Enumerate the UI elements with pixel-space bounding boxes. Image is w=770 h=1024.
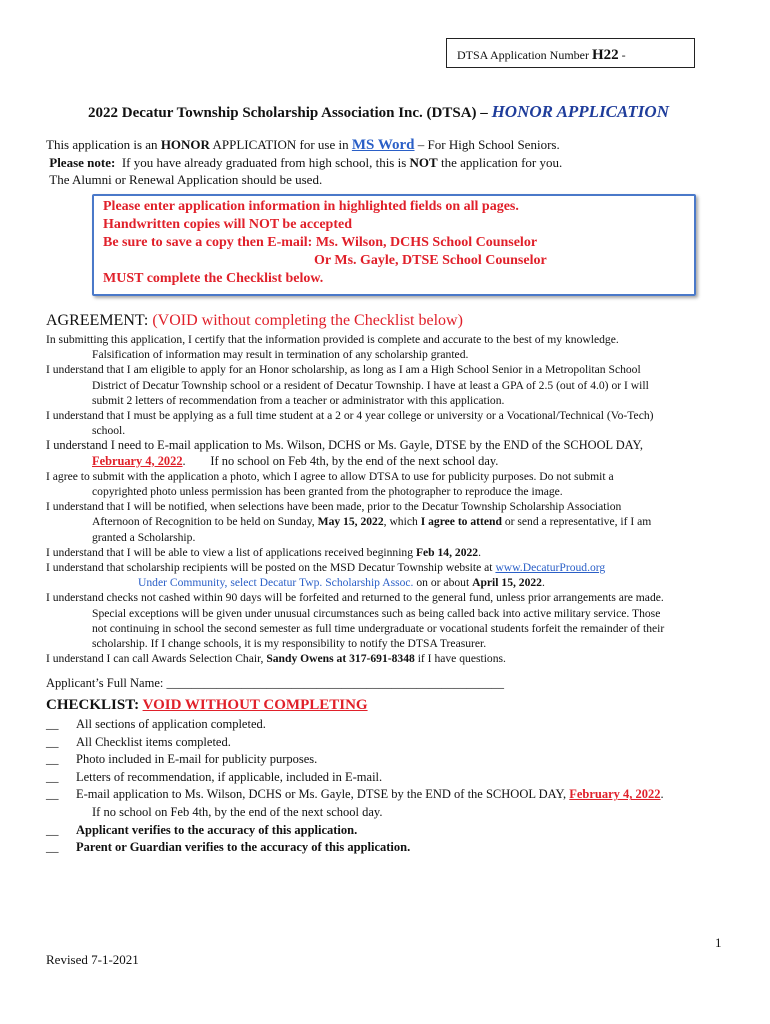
community-path-text: Under Community, select Decatur Twp. Scholarship Assoc.: [138, 576, 414, 590]
checklist-item-text: Parent or Guardian verifies to the accuracy of this application.: [76, 840, 411, 855]
notice-line: Be sure to save a copy then E-mail: Ms. Wilson, DCHS School Counselor: [103, 235, 538, 250]
checklist-item: [46, 822, 746, 840]
agreement-line: school.: [92, 424, 126, 438]
instruction-notice-box: [92, 194, 696, 296]
page-number: 1: [715, 935, 722, 950]
list-view-date: Feb 14, 2022: [415, 545, 479, 559]
intro-text-part: The Alumni or Renewal Application should be used.: [49, 172, 323, 187]
agreement-line: Special exceptions will be given under unusual circumstances such as being called back into active military service. Those: [92, 606, 661, 620]
agreement-text-part: I understand that scholarship recipients will be posted on the MSD Decatur Township website at: [46, 561, 493, 575]
agreement-line: I understand checks not cashed within 90 days will be forfeited and returned to the general fund, unless prior arrangements are made.: [46, 591, 664, 605]
agreement-text-part: If no school on Feb 4th, by the end of the next school day.: [210, 453, 499, 468]
checklist-item-text: Letters of recommendation, if applicable, included in E-mail.: [76, 769, 383, 784]
agreement-line: Under Community, select Decatur Twp. Scholarship Assoc. on or about April 15, 2022.: [138, 576, 545, 590]
agreement-text-part: I understand that I will be able to view a list of applications received beginning: [46, 545, 414, 559]
agreement-void-note: (VOID without completing the Checklist below): [152, 312, 463, 329]
checklist-item: [46, 734, 746, 752]
title-honor: HONOR APPLICATION: [491, 102, 669, 121]
agreement-line: I understand that I am eligible to apply for an Honor scholarship, as long as I am a High School Senior in a Metropolitan School: [46, 363, 641, 377]
parent-verify-text: Parent or Guardian verifies to the accuracy of this application: [76, 840, 408, 855]
agreement-line: copyrighted photo unless permission has been granted from the photographer to reproduce the image.: [92, 485, 563, 499]
checklist-title: CHECKLIST:: [46, 697, 140, 713]
checklist-blank[interactable]: __: [46, 787, 59, 802]
checklist-item: [46, 751, 746, 769]
agreement-line: I understand that I must be applying as a full time student at a 2 or 4 year college or university or a Vocational/Technical (Vo-Tech): [46, 409, 654, 423]
agreement-terms: [46, 332, 746, 666]
decaturproud-link[interactable]: www.DecaturProud.org: [495, 561, 606, 575]
checklist-item: [46, 769, 746, 787]
agreement-line: not continuing in school the second semester as full time undergraduate or vocational students forfeit the remainder of their: [92, 621, 665, 635]
deadline-date: February 4, 2022: [92, 453, 183, 468]
checklist-item: [46, 716, 746, 734]
checklist-blank[interactable]: __: [46, 752, 59, 767]
checklist-blank[interactable]: __: [46, 734, 59, 749]
applicant-name-row: [46, 676, 504, 691]
agreement-text-part: I understand I can call Awards Selection Chair,: [46, 652, 264, 666]
intro-text-part: If you have already graduated from high school, this is: [121, 155, 407, 170]
posting-date: April 15, 2022: [472, 576, 542, 590]
agreement-line: I agree to submit with the application a photo, which I agree to allow DTSA to use for publicity purposes. Do not submit a: [46, 469, 614, 483]
agreement-line: [46, 514, 746, 529]
applicant-name-label: Applicant’s Full Name:: [46, 676, 164, 690]
checklist-void-note: VOID WITHOUT COMPLETING: [142, 697, 368, 713]
application-number-label: DTSA Application Number: [457, 48, 589, 62]
agreement-text-part: or send a representative, if I am: [504, 515, 652, 529]
title-main: 2022 Decatur Township Scholarship Association Inc. (DTSA) –: [88, 105, 488, 121]
agreement-text-part: Afternoon of Recognition to be held on Sunday,: [92, 515, 315, 529]
agreement-line: I understand that I will be notified, when selections have been made, prior to the Decatur Township Scholarship Association: [46, 500, 622, 514]
checklist-blank[interactable]: __: [46, 717, 59, 731]
notice-line: MUST complete the Checklist below.: [103, 271, 324, 286]
not-bold: NOT: [409, 155, 438, 170]
checklist-item: [46, 839, 746, 857]
checklist-email-text: If no school on Feb 4th, by the end of the next school day.: [92, 804, 383, 819]
checklist-blank[interactable]: __: [46, 840, 59, 855]
agree-to-attend: I agree to attend: [420, 515, 502, 529]
checklist-blank[interactable]: __: [46, 769, 59, 784]
agreement-line: Falsification of information may result in termination of any scholarship granted.: [92, 348, 469, 362]
applicant-name-field[interactable]: ______________________________________________________: [166, 676, 504, 690]
agreement-heading: [46, 312, 463, 330]
please-note-label: Please note:: [49, 155, 116, 170]
checklist-item: [46, 786, 746, 821]
selection-chair-contact: Sandy Owens at 317-691-8348: [266, 652, 415, 666]
notice-line: Or Ms. Gayle, DTSE School Counselor: [314, 253, 547, 268]
intro-text-part: This application is an: [46, 137, 158, 152]
application-number-suffix: -: [621, 48, 626, 62]
agreement-text-part: if I have questions.: [417, 652, 506, 666]
agreement-text-part: , which: [383, 515, 418, 529]
intro-text-part: APPLICATION for use in: [212, 137, 349, 152]
checklist-item-text: Applicant verifies to the accuracy of this application.: [76, 822, 358, 837]
checklist-blank[interactable]: __: [46, 822, 59, 837]
agreement-line: scholarship. If I change schools, it is my responsibility to notify the DTSA Treasurer.: [92, 637, 487, 651]
checklist-item-text: E-mail application to Ms. Wilson, DCHS or Ms. Gayle, DTSE by the END of the SCHOOL DAY, February 4, 2022. If no school on Feb 4th, by the end of the next school day.: [76, 787, 664, 819]
agreement-title: AGREEMENT:: [46, 312, 149, 329]
agreement-line: I understand that I will be able to view a list of applications received beginning Feb 14, 2022.: [46, 545, 481, 559]
checklist: [46, 716, 746, 857]
checklist-item-text: All sections of application completed.: [76, 717, 266, 731]
recognition-date: May 15, 2022: [317, 515, 384, 529]
checklist-email-text: E-mail application to Ms. Wilson, DCHS or Ms. Gayle, DTSE by the END of the SCHOOL DAY,: [76, 787, 567, 802]
agreement-line: I understand I need to E-mail application to Ms. Wilson, DCHS or Ms. Gayle, DTSE by the END of the SCHOOL DAY,: [46, 438, 643, 453]
agreement-line: [46, 651, 746, 666]
agreement-line: submit 2 letters of recommendation from a teacher or administrator with this application.: [92, 393, 505, 407]
checklist-item-text: Photo included in E-mail for publicity purposes.: [76, 752, 318, 767]
intro-text-part: – For High School Seniors.: [417, 137, 560, 152]
agreement-line: February 4, 2022. If no school on Feb 4th, by the end of the next school day.: [92, 453, 499, 468]
application-number-box: [446, 38, 695, 68]
checklist-deadline-date: February 4, 2022: [569, 787, 661, 802]
checklist-heading: [46, 697, 368, 714]
applicant-verify-text: Applicant verifies to the accuracy of this application: [76, 822, 355, 837]
intro-text-part: the application for you.: [440, 155, 563, 170]
revised-date: Revised 7-1-2021: [46, 952, 139, 967]
agreement-text-part: on or about: [416, 576, 470, 590]
page-title: [88, 102, 669, 122]
ms-word-link[interactable]: MS Word: [351, 137, 415, 153]
agreement-line: District of Decatur Township school or a resident of Decatur Township. I have at least a GPA of 2.5 (out of 4.0) or I will: [92, 378, 649, 392]
application-number-code: H22: [592, 47, 619, 63]
agreement-line: granted a Scholarship.: [92, 530, 196, 544]
intro-text: [46, 136, 562, 188]
checklist-item-text: All Checklist items completed.: [76, 734, 231, 749]
agreement-line: In submitting this application, I certify that the information provided is complete and accurate to the best of my knowledge.: [46, 333, 619, 346]
notice-line: Handwritten copies will NOT be accepted: [103, 217, 353, 232]
intro-honor-bold: HONOR: [160, 137, 210, 152]
agreement-line: [46, 560, 746, 575]
notice-line: Please enter application information in highlighted fields on all pages.: [103, 199, 519, 214]
